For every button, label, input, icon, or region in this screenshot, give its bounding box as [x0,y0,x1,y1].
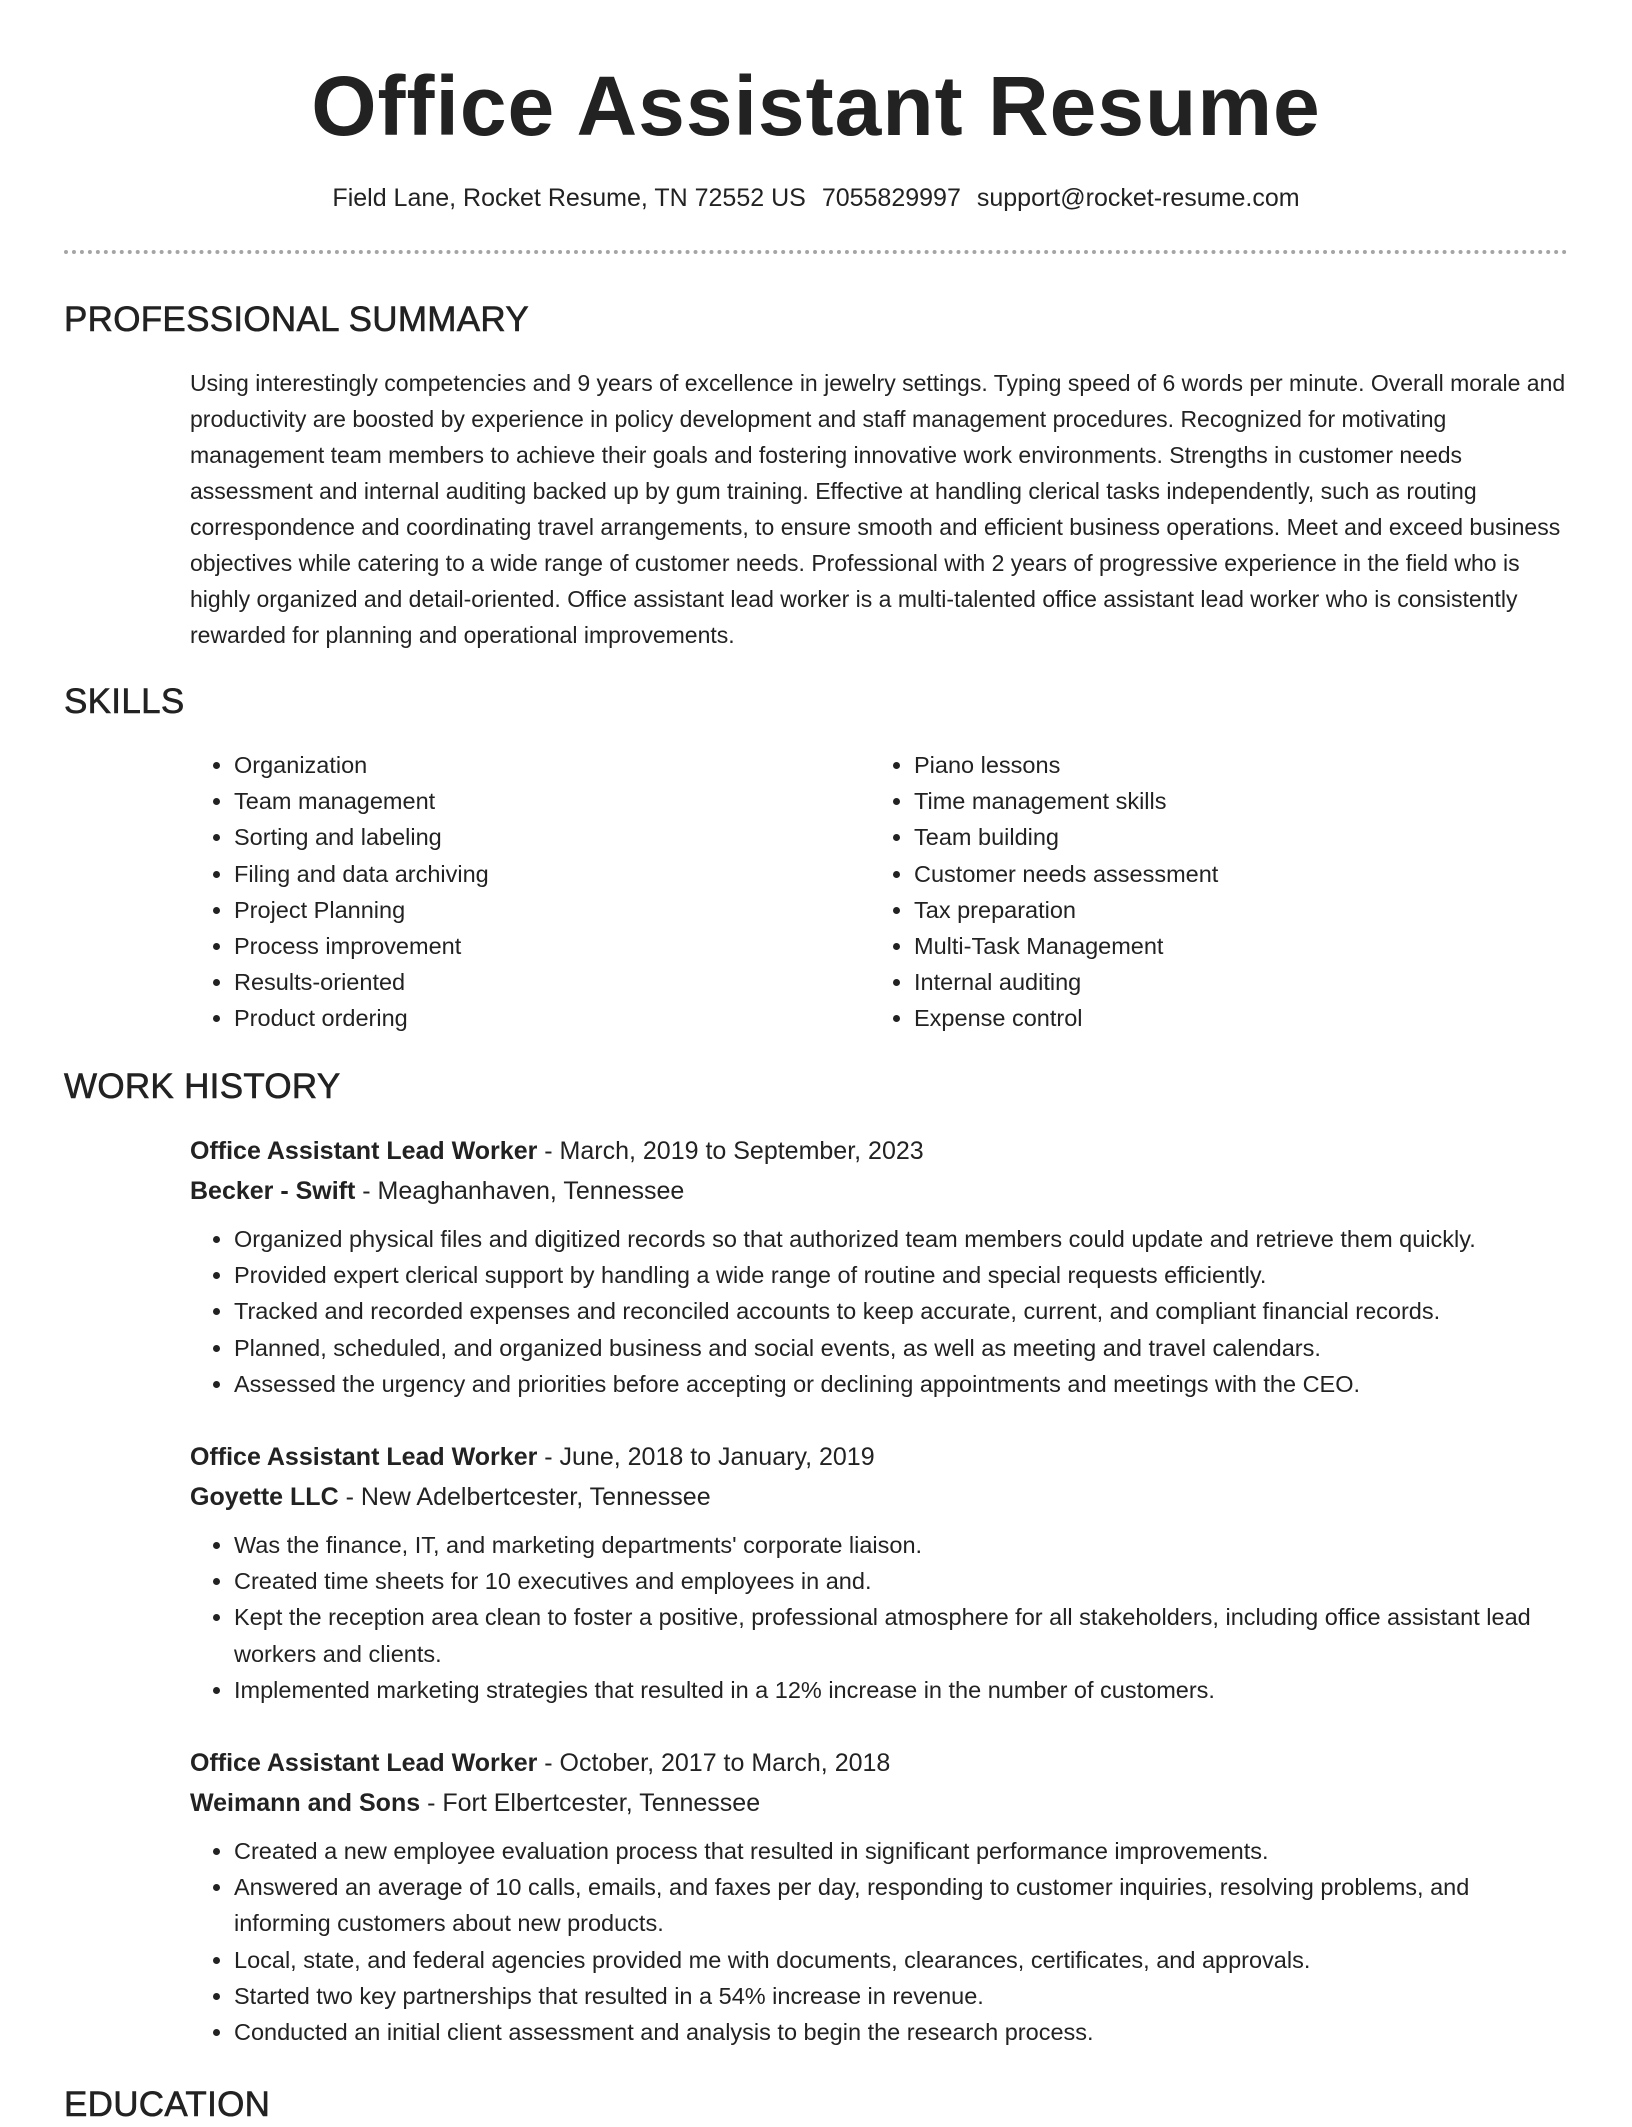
job-location: - Meaghanhaven, Tennessee [355,1177,685,1205]
duty-item: • Was the finance, IT, and marketing departments' corporate liaison. [234,1527,1570,1563]
job-duties [190,1833,1570,2050]
job-title-line [190,1437,1570,1477]
skill-item: • Project Planning [234,892,489,928]
duty-item: • Provided expert clerical support by handling a wide range of routine and special requests efficiently. [234,1257,1570,1293]
duty-item: • Conducted an initial client assessment and analysis to begin the research process. [234,2014,1570,2050]
job-dates: - June, 2018 to January, 2019 [537,1443,875,1471]
section-heading-education: EDUCATION [64,2085,271,2124]
job-duties [190,1221,1570,1402]
job-dates: - October, 2017 to March, 2018 [537,1749,891,1777]
skills-list-left [190,747,489,1037]
job-location: - New Adelbertcester, Tennessee [338,1483,711,1511]
job-title: Office Assistant Lead Worker [190,1749,538,1777]
duty-item: • Local, state, and federal agencies provided me with documents, clearances, certificates, and approvals. [234,1942,1570,1978]
skill-item: • Internal auditing [914,964,1218,1000]
duty-item: • Implemented marketing strategies that resulted in a 12% increase in the number of customers. [234,1672,1570,1708]
job-company: Goyette LLC [190,1483,339,1511]
job-title: Office Assistant Lead Worker [190,1137,538,1165]
duty-item: • Organized physical files and digitized records so that authorized team members could update and retrieve them quickly. [234,1221,1570,1257]
job-company-line [190,1783,1570,1823]
skill-item: • Organization [234,747,489,783]
job-location: - Fort Elbertcester, Tennessee [420,1789,761,1817]
skill-item: • Piano lessons [914,747,1218,783]
section-heading-skills: SKILLS [64,682,185,721]
skill-item: • Filing and data archiving [234,856,489,892]
duty-item: • Answered an average of 10 calls, emails, and faxes per day, responding to customer inquiries, resolving problems, and informing customers about new products. [234,1869,1570,1941]
duty-item: • Tracked and recorded expenses and reconciled accounts to keep accurate, current, and compliant financial records. [234,1293,1570,1329]
skill-item: • Sorting and labeling [234,819,489,855]
contact-phone: 7055829997 [821,184,961,212]
section-heading-summary: PROFESSIONAL SUMMARY [64,300,529,339]
job-company-line [190,1171,1570,1211]
job-entry [190,1437,1570,1708]
job-title-line [190,1743,1570,1783]
job-company: Weimann and Sons [190,1789,421,1817]
contact-email[interactable]: support@rocket-resume.com [976,184,1300,212]
skill-item: • Team management [234,783,489,819]
header-divider [64,250,1568,254]
duty-item: • Created time sheets for 10 executives and employees in and. [234,1563,1570,1599]
skill-item: • Results-oriented [234,964,489,1000]
skill-item: • Expense control [914,1000,1218,1036]
job-dates: - March, 2019 to September, 2023 [537,1137,924,1165]
resume-title: Office Assistant Resume [311,59,1321,153]
skill-item: • Customer needs assessment [914,856,1218,892]
skill-item: • Tax preparation [914,892,1218,928]
summary-text: Using interestingly competencies and 9 years of excellence in jewelry settings. Typing speed of 6 words per minute. Overall morale and productivity are boosted by experience in policy development and staff management procedures. Recognized for motivating management team members to achieve their goals and fostering innovative work environments. Strengths in customer needs assessment and internal auditing backed up by gum training. Effective at handling clerical tasks independently, such as routing correspondence and coordinating travel arrangements, to ensure smooth and efficient business operations. Meet and exceed business objectives while catering to a wide range of customer needs. Professional with 2 years of progressive experience in the field who is highly organized and detail-oriented. Office assistant lead worker is a multi-talented office assistant lead worker who is consistently rewarded for planning and operational improvements. [190,370,1566,648]
job-title: Office Assistant Lead Worker [190,1443,538,1471]
job-company-line [190,1477,1570,1517]
duty-item: • Started two key partnerships that resulted in a 54% increase in revenue. [234,1978,1570,2014]
job-title-line [190,1131,1570,1171]
contact-address: Field Lane, Rocket Resume, TN 72552 US [332,184,806,212]
job-entry [190,1743,1570,2050]
job-company: Becker - Swift [190,1177,356,1205]
skill-item: • Team building [914,819,1218,855]
skill-item: • Multi-Task Management [914,928,1218,964]
section-heading-work-history: WORK HISTORY [64,1067,341,1106]
duty-item: • Assessed the urgency and priorities before accepting or declining appointments and meetings with the CEO. [234,1366,1570,1402]
job-duties [190,1527,1570,1708]
skill-item: • Time management skills [914,783,1218,819]
duty-item: • Kept the reception area clean to foster a positive, professional atmosphere for all stakeholders, including office assistant lead workers and clients. [234,1599,1570,1671]
skills-list-right [870,747,1218,1037]
duty-item: • Planned, scheduled, and organized business and social events, as well as meeting and travel calendars. [234,1330,1570,1366]
job-entry [190,1131,1570,1402]
contact-line [64,182,1568,214]
duty-item: • Created a new employee evaluation process that resulted in significant performance improvements. [234,1833,1570,1869]
skill-item: • Product ordering [234,1000,489,1036]
skill-item: • Process improvement [234,928,489,964]
